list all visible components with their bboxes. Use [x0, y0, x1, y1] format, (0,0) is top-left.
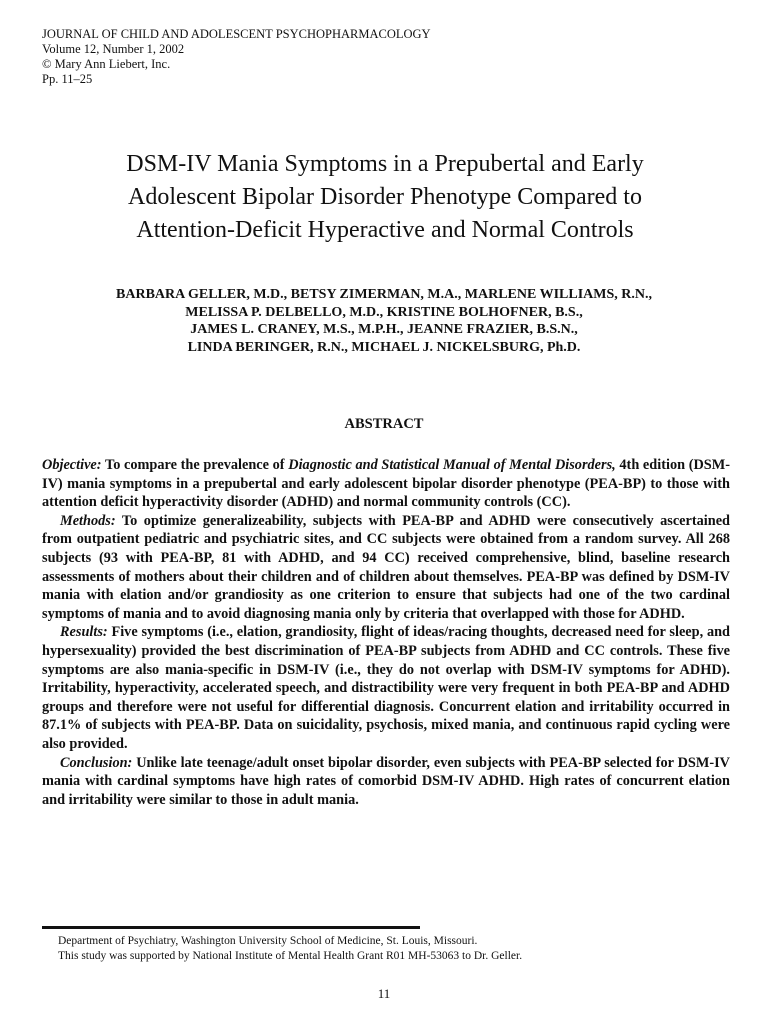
abstract-results	[42, 623, 730, 753]
objective-text-post: 4th edition (DSM-IV) mania symptoms in a prepubertal and early adolescent bipolar disorder phenotype (PEA-BP) to those with attention deficit hyperactivity disorder (ADHD) and normal community controls (CC).	[42, 457, 731, 511]
conclusion-text: Unlike late teenage/adult onset bipolar disorder, even subjects with PEA-BP selected for DSM-IV mania with cardinal symptoms have high rates of comorbid DSM-IV ADHD. High rates of concurrent elation and irritability were similar to those in adult mania.	[42, 754, 730, 808]
journal-header	[42, 27, 431, 87]
objective-manual-title: Diagnostic and Statistical Manual of Mental Disorders,	[288, 457, 616, 473]
authors-line-4: LINDA BERINGER, R.N., MICHAEL J. NICKELSBURG, Ph.D.	[187, 339, 581, 355]
footnote-affiliation: Department of Psychiatry, Washington University School of Medicine, St. Louis, Missouri.	[58, 935, 478, 947]
title-line-1: DSM-IV Mania Symptoms in a Prepubertal and Early	[126, 151, 644, 177]
methods-label: Methods:	[60, 512, 116, 529]
title-line-3: Attention-Deficit Hyperactive and Normal Controls	[136, 217, 634, 243]
title-line-2: Adolescent Bipolar Disorder Phenotype Compared to	[128, 184, 642, 210]
abstract-body	[42, 456, 730, 809]
journal-copyright: © Mary Ann Liebert, Inc.	[42, 57, 171, 71]
objective-text-pre: To compare the prevalence of	[104, 457, 285, 473]
page-number: 11	[377, 986, 391, 1001]
footnote-support: This study was supported by National Institute of Mental Health Grant R01 MH-53063 to Dr. Geller.	[58, 950, 523, 962]
author-list	[30, 286, 738, 356]
abstract-methods	[42, 512, 730, 624]
authors-line-1: BARBARA GELLER, M.D., BETSY ZIMERMAN, M.A., MARLENE WILLIAMS, R.N.,	[116, 287, 652, 302]
article-title	[40, 148, 730, 247]
journal-pages: Pp. 11–25	[42, 72, 93, 86]
abstract-conclusion	[42, 754, 730, 810]
footnote-divider	[42, 926, 420, 929]
conclusion-label: Conclusion:	[60, 754, 133, 771]
abstract-heading: ABSTRACT	[344, 416, 424, 432]
methods-text: To optimize generalizeability, subjects with PEA-BP and ADHD were consecutively ascertained from outpatient pediatric and psychiatric sites, and CC subjects were obtained from a random survey. All 268 subjects (93 with PEA-BP, 81 with ADHD, and 94 CC) received comprehensive, blind, baseline research assessments of mothers about their children and of children about themselves. PEA-BP was defined by DSM-IV mania with elation and/or grandiosity as one criterion to ensure that subjects had one of the two cardinal symptoms of mania and to avoid diagnosing mania only by criteria that overlapped with those for ADHD.	[42, 512, 730, 622]
authors-line-2: MELISSA P. DELBELLO, M.D., KRISTINE BOLHOFNER, B.S.,	[185, 304, 583, 320]
results-label: Results:	[60, 624, 108, 641]
journal-volume: Volume 12, Number 1, 2002	[42, 42, 185, 56]
abstract-objective	[42, 456, 730, 512]
results-text: Five symptoms (i.e., elation, grandiosity, flight of ideas/racing thoughts, decreased need for sleep, and hypersexuality) provided the best discrimination of PEA-BP subjects from ADHD and CC controls. These five symptoms are also mania-specific in DSM-IV (i.e., they do not overlap with DSM-IV symptoms for ADHD). Irritability, hyperactivity, accelerated speech, and distractibility were very frequent in both PEA-BP and ADHD groups and therefore were not useful for differential diagnosis. Concurrent elation and irritability occurred in 87.1% of subjects with PEA-BP. Data on suicidality, psychosis, mixed mania, and continuous rapid cycling were also provided.	[42, 624, 731, 752]
objective-label: Objective:	[42, 457, 102, 473]
authors-line-3: JAMES L. CRANEY, M.S., M.P.H., JEANNE FRAZIER, B.S.N.,	[190, 322, 578, 337]
journal-name: JOURNAL OF CHILD AND ADOLESCENT PSYCHOPHARMACOLOGY	[42, 27, 431, 41]
footnotes	[58, 934, 748, 964]
